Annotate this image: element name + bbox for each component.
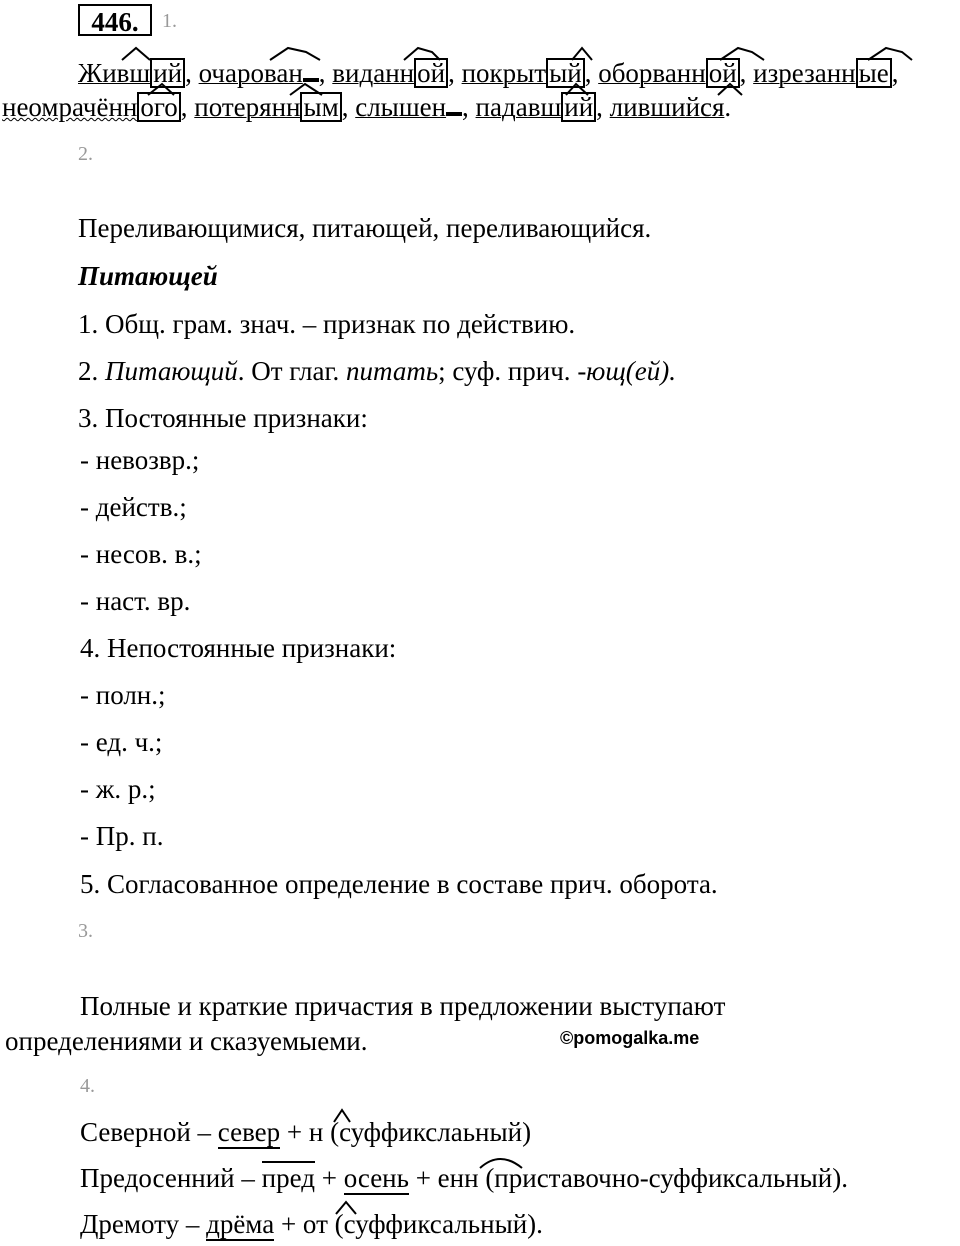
suffix: н [308, 1117, 324, 1147]
italic-text: питать [346, 356, 439, 386]
word-root: падавш [475, 92, 562, 122]
text: . От глаг. [237, 356, 346, 386]
nonconst-feature: - ж. р.; [80, 774, 156, 804]
separator: , [739, 58, 754, 88]
section-number-4: 4. [80, 1075, 95, 1097]
derived-word: Дремоту – [80, 1209, 207, 1239]
italic-text: -ющ(ей). [577, 356, 676, 386]
method: (суффикслаьный) [323, 1117, 532, 1147]
separator: , [180, 92, 195, 122]
suffix-box: ого [137, 92, 180, 122]
plus: + [280, 1117, 309, 1147]
base-stem: дрёма [206, 1209, 275, 1239]
plus: + [274, 1209, 303, 1239]
suffix-box: ой [706, 58, 740, 88]
separator: , [318, 58, 333, 88]
separator: , [596, 92, 610, 122]
prefix: пред [261, 1163, 315, 1193]
word-root: покрыт [461, 58, 547, 88]
watermark: ©pomogalka.me [560, 1028, 700, 1048]
italic-text: Питающий [105, 356, 238, 386]
derived-word: Предосенний – [80, 1163, 262, 1193]
section-number-3: 3. [78, 920, 93, 942]
analysis-heading: Питающей [78, 261, 218, 291]
separator: , [891, 58, 899, 88]
suffix-box: ые [856, 58, 892, 88]
suffix: енн [437, 1163, 479, 1193]
part3-line2: определениями и сказуемыеми. [5, 1026, 368, 1056]
suffix-box: ым [300, 92, 341, 122]
analysis-point-4: 4. Непостоянные признаки: [80, 633, 397, 663]
suffix: от [302, 1209, 328, 1239]
participle-list: Переливающимися, питающей, переливающийся. [78, 213, 652, 243]
word-root: неомрачённ [2, 92, 138, 122]
text: ; суф. прич. [438, 356, 578, 386]
analysis-point-3: 3. Постоянные признаки: [78, 403, 368, 433]
suffix-box: ый [546, 58, 585, 88]
analysis-point-5: 5. Согласованное определение в составе прич. оборота. [80, 869, 718, 899]
suffix-box: ой [414, 58, 448, 88]
nonconst-feature: - ед. ч.; [80, 727, 163, 757]
word-root: изрезанн [753, 58, 856, 88]
nonconst-feature: - Пр. п. [80, 821, 164, 851]
word-root: лившийся [609, 92, 725, 122]
separator: , [462, 92, 476, 122]
word-root: слышен [355, 92, 447, 122]
nonconst-feature: - полн.; [80, 680, 166, 710]
separator: , [584, 58, 599, 88]
task-number: 446. [78, 4, 152, 36]
plus: + [408, 1163, 438, 1193]
analysis-point-1: 1. Общ. грам. знач. – признак по действию. [78, 309, 576, 339]
section-number-2: 2. [78, 143, 93, 165]
word-root: виданн [332, 58, 415, 88]
const-feature: - действ.; [80, 492, 187, 522]
suffix-arc-mark [336, 1202, 356, 1214]
separator: . [724, 92, 732, 122]
separator: , [185, 58, 199, 88]
const-feature: - наст. вр. [80, 586, 191, 616]
word-root: потерянн [194, 92, 301, 122]
part3-line1: Полные и краткие причастия в предложении выступают [80, 991, 726, 1021]
separator: , [341, 92, 356, 122]
word-root: оборванн [598, 58, 706, 88]
word-root: Живш [78, 58, 151, 88]
base-stem: осень [343, 1163, 409, 1193]
const-feature: - несов. в.; [80, 539, 202, 569]
separator: , [448, 58, 462, 88]
method: (суффиксальный). [327, 1209, 543, 1239]
suffix-box: ий [561, 92, 596, 122]
derived-word: Северной – [80, 1117, 218, 1147]
suffix-arc-mark [334, 1110, 350, 1122]
section-number-1: 1. [162, 10, 177, 32]
plus: + [314, 1163, 344, 1193]
const-feature: - невозвр.; [80, 445, 200, 475]
suffix-box: ий [150, 58, 185, 88]
text: 2. [78, 356, 105, 386]
base-stem: север [217, 1117, 281, 1147]
word-root: очарован [198, 58, 303, 88]
suffix-arc-mark [480, 1159, 522, 1168]
method: (приставочно-суффиксальный). [478, 1163, 848, 1193]
